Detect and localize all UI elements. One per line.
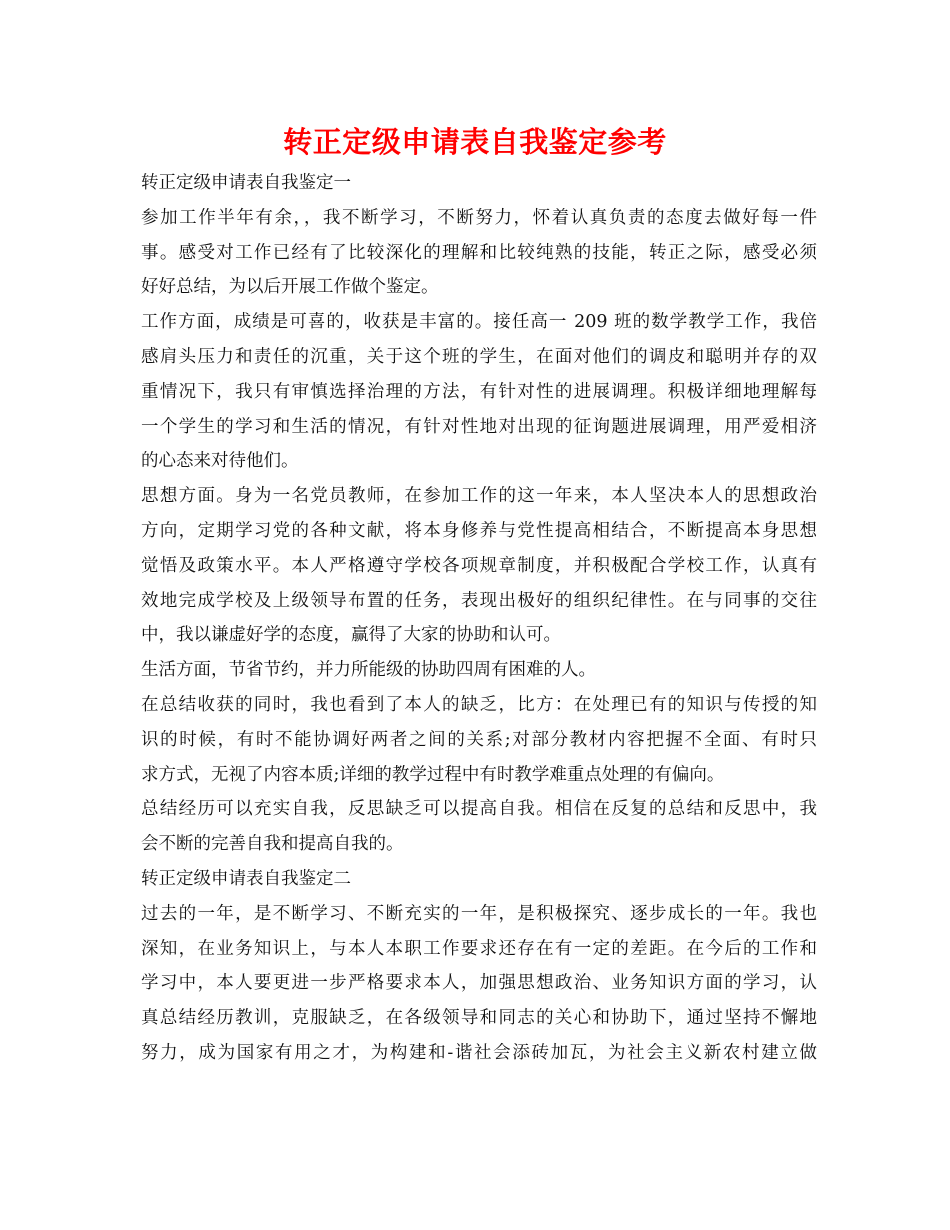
body-line: 求方式，无视了内容本质;详细的教学过程中有时教学难重点处理的有偏向。 — [141, 764, 725, 785]
body-line: 深知，在业务知识上，与本人本职工作要求还存在有一定的差距。在今后的工作和 — [141, 938, 817, 959]
body-line: 好好总结，为以后开展工作做个鉴定。 — [141, 277, 439, 298]
body-line: 重情况下，我只有审慎选择治理的方法，有针对性的进展调理。积极详细地理解每 — [141, 381, 817, 402]
body-line: 觉悟及政策水平。本人严格遵守学校各项规章制度，并积极配合学校工作，认真有 — [141, 555, 817, 576]
body-line: 在总结收获的同时，我也看到了本人的缺乏，比方：在处理已有的知识与传授的知 — [141, 694, 817, 715]
body-line: 感肩头压力和责任的沉重，关于这个班的学生，在面对他们的调皮和聪明并存的双 — [141, 346, 817, 367]
body-line: 事。感受对工作已经有了比较深化的理解和比较纯熟的技能，转正之际，感受必须 — [141, 242, 817, 263]
body-line: 转正定级申请表自我鉴定二 — [141, 868, 351, 889]
document-title: 转正定级申请表自我鉴定参考 — [283, 125, 667, 159]
body-line: 会不断的完善自我和提高自我的。 — [141, 834, 404, 855]
body-line: 真总结经历教训，克服缺乏，在各级领导和同志的关心和协助下，通过坚持不懈地 — [141, 1008, 817, 1029]
body-line: 转正定级申请表自我鉴定一 — [141, 173, 351, 193]
body-line: 的心态来对待他们。 — [141, 451, 299, 472]
body-line: 工作方面，成绩是可喜的，收获是丰富的。接任高一 209 班的数学教学工作，我倍 — [141, 312, 817, 333]
body-line: 效地完成学校及上级领导布置的任务，表现出极好的组织纪律性。在与同事的交往 — [141, 590, 817, 611]
body-line: 总结经历可以充实自我，反思缺乏可以提高自我。相信在反复的总结和反思中，我 — [141, 799, 817, 820]
body-line: 学习中，本人要更进一步严格要求本人，加强思想政治、业务知识方面的学习，认 — [141, 973, 817, 994]
body-line: 识的时候，有时不能协调好两者之间的关系;对部分教材内容把握不全面、有时只 — [141, 729, 817, 750]
body-line: 参加工作半年有余，，我不断学习，不断努力，怀着认真负责的态度去做好每一件 — [141, 207, 817, 228]
document-body — [141, 166, 817, 1071]
body-line: 一个学生的学习和生活的情况，有针对性地对出现的征询题进展调理，用严爱相济 — [141, 416, 817, 437]
body-line: 方向，定期学习党的各种文献，将本身修养与党性提高相结合，不断提高本身思想 — [141, 520, 817, 541]
body-line: 生活方面，节省节约，并力所能级的协助四周有困难的人。 — [141, 660, 596, 681]
body-line: 思想方面。身为一名党员教师，在参加工作的这一年来，本人坚决本人的思想政治 — [141, 486, 817, 507]
body-line: 中，我以谦虚好学的态度，赢得了大家的协助和认可。 — [141, 625, 561, 646]
body-line: 过去的一年，是不断学习、不断充实的一年，是积极探究、逐步成长的一年。我也 — [141, 903, 817, 924]
body-line: 努力，成为国家有用之才，为构建和-谐社会添砖加瓦，为社会主义新农村建立做 — [141, 1042, 817, 1063]
